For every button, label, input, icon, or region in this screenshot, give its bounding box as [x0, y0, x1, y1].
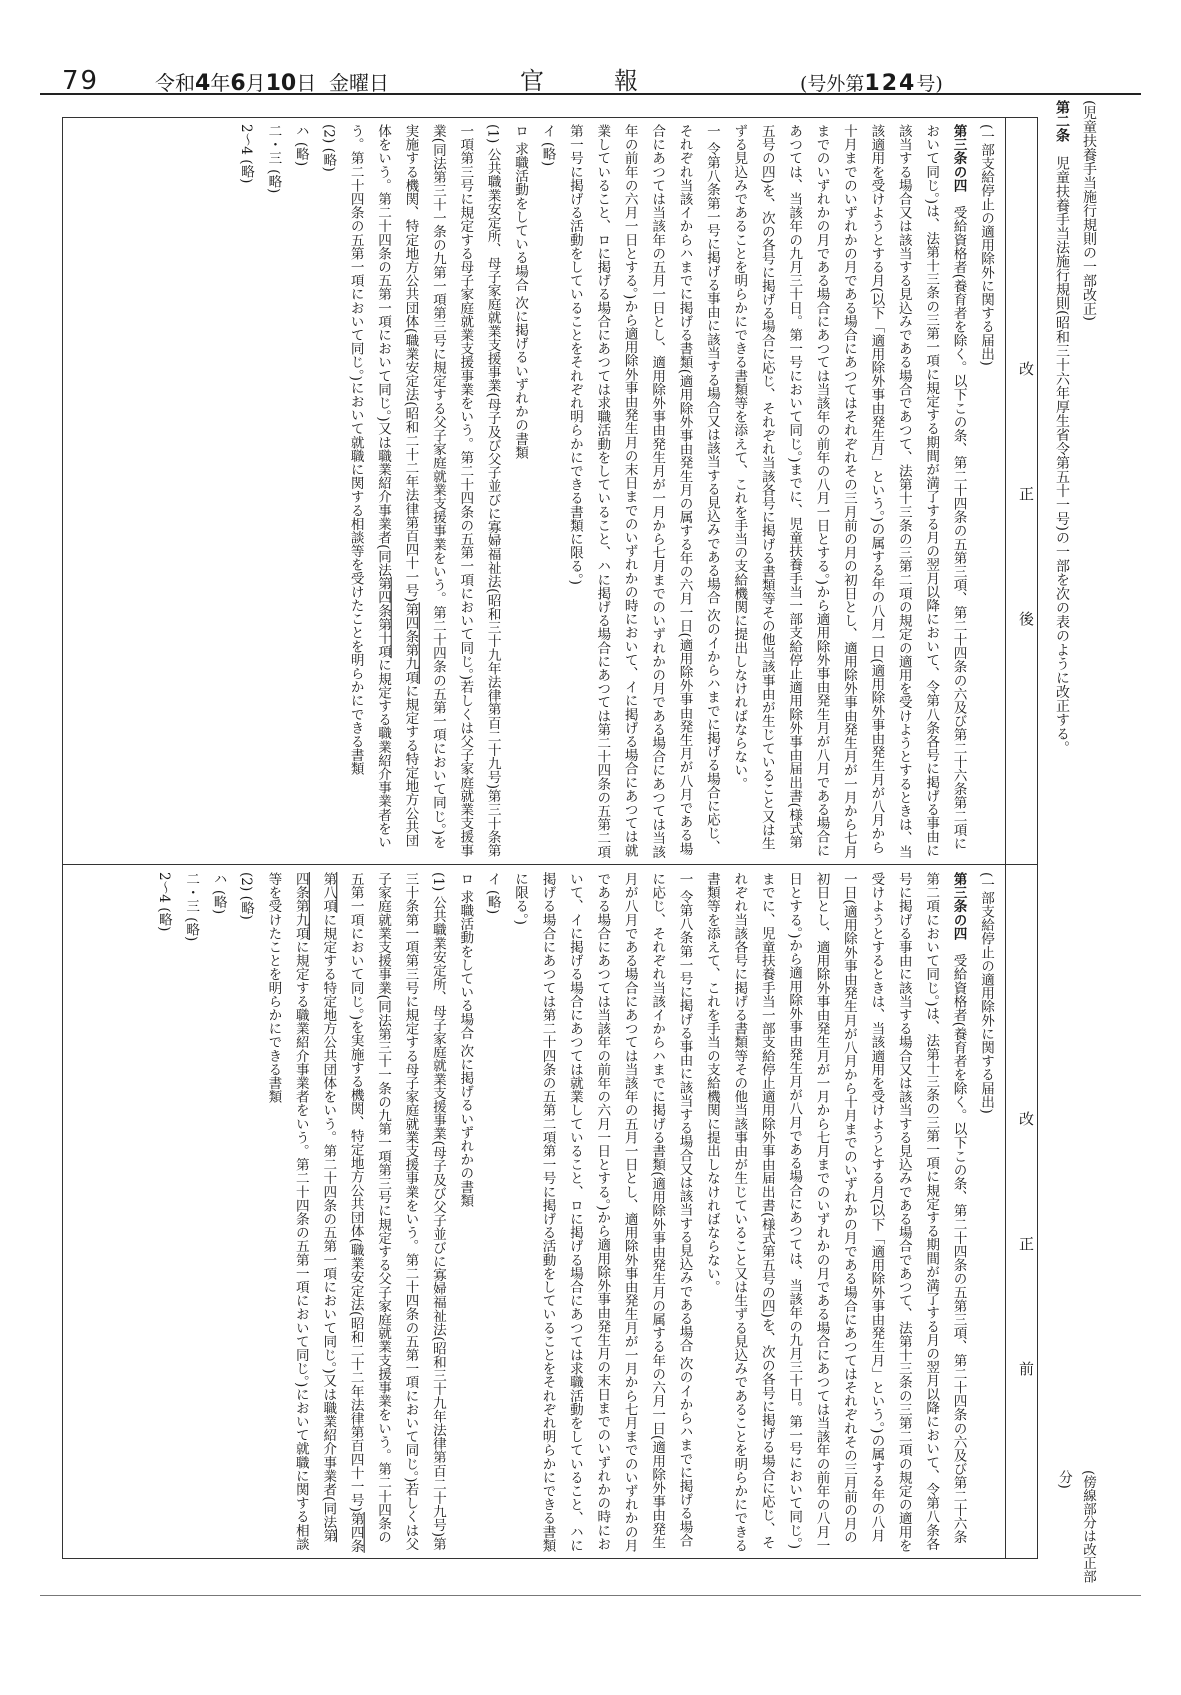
amendment-intro — [1048, 100, 1102, 860]
date-year: 4 — [195, 71, 211, 96]
comparison-table — [62, 117, 1038, 1559]
intro-heading: (児童扶養手当施行規則の一部改正) — [1081, 100, 1097, 321]
intro-article: 第二条 — [1054, 100, 1070, 142]
before-sub1: (1) 公共職業安定所、母子家庭就業支援事業(母子及び父子並びに寡婦福祉法(昭和三十九年法律第百二十九号)第三十条第一項第三号に規定する母子家庭就業支援事業をいう。第二十四条の五第一項において同じ。)若しくは父子家庭就業支援事業(同法第三十一条の九第一項第三号に規定する父子家庭就業支援事業をいう。第二十四条の五第一項において同じ。)を実施する機関、特定地方公共団体(職業安定法(昭和二十二年法律第百四十一号) — [347, 872, 446, 1551]
issue-suffix: 号) — [916, 73, 943, 95]
table-row-divider — [63, 864, 1037, 865]
after-item-24: 2〜4 (略) — [238, 124, 255, 184]
before-item-24: 2〜4 (略) — [155, 872, 172, 932]
after-sub1-rest: に規定する特定地方公共団体をいう。第二十四条の五第一項において同じ。)又は職業紹介事業者(同法 — [375, 124, 419, 848]
gazette-title: 官報 — [520, 67, 708, 95]
after-para1: 受給資格者(養育者を除く。以下この条、第二十四条の五第三項、第二十四条の六及び第二十六条第二項において同じ。)は、法第十三条の三第一項に規定する期間が満了する月の翌月以降において、令第八条各号に掲げる事由に該当する場合又は該当する見込みである場合であつて、法第十三条の三第二項の規定の適用を受けようとするときは、当該適用を受けようとする月(以下「適用除外事由発生月」という。)の属する年の八月一日(適用除外事由発生月が八月から十月までのいずれかの月である場合にあつてはそれぞれその三月前の月の初日とし、適用除外事由発生月が一月から七月までのいずれかの月である場合にあつては当該年の前年の八月一日とする。)から適用除外事由発生月が八月である場合にあつては、当該年の九月三十日。第一号において同じ。)までに、児童扶養手当一部支給停止適用除外事由届出書(様式第五号の四)を、次の各号に掲げる場合に応じ、それぞれ当該各号に掲げる書類等その他当該事由が生じていること又は生ずる見込みであることを明らかにできる書類等を添えて、これを手当の支給機関に提出しなければならない。 — [731, 124, 967, 859]
after-item-i: イ (略) — [539, 124, 556, 167]
after-sub1: (1) 公共職業安定所、母子家庭就業支援事業(母子及び父子並びに寡婦福祉法(昭和三十九年法律第百二十九号)第三十条第一項第三号に規定する母子家庭就業支援事業をいう。第二十四条の五第一項において同じ。)若しくは父子家庭就業支援事業(同法第三十一条の九第一項第三号に規定する父子家庭就業支援事業をいう。第二十四条の五第一項において同じ。)を実施する機関、特定地方公共団体(職業安定法(昭和二十二年法律第百四十一号) — [402, 124, 501, 858]
column-header-after: 改正後 — [1017, 360, 1035, 736]
before-item-ha: ハ (略) — [210, 872, 227, 915]
date-prefix: 令和 — [155, 71, 195, 95]
before-article: 第三条の四 — [950, 872, 967, 940]
text-before-amendment — [69, 872, 999, 1554]
issue-prefix: (号外第 — [800, 73, 865, 95]
after-caption: (一部支給停止の適用除外に関する届出) — [978, 124, 994, 366]
after-sub1-end: に規定する職業紹介事業者をいう。第二十四条の五第一項において同じ。)において就職に関する相談等を受けたことを明らかにできる書類 — [347, 124, 392, 849]
before-sub1-rest: に規定する特定地方公共団体をいう。第二十四条の五第一項において同じ。)又は職業紹介事業者(同法 — [320, 912, 337, 1529]
after-sub1-changed2: 第四条第十項 — [375, 576, 392, 659]
month-suffix: 月 — [245, 71, 266, 95]
date-month: 6 — [230, 71, 246, 96]
before-sub1-changed2: 第四条第九項 — [292, 872, 337, 1543]
year-suffix: 年 — [210, 71, 231, 95]
before-sub1-end: に規定する職業紹介事業者をいう。第二十四条の五第一項において同じ。)において就職に関する相談等を受けたことを明らかにできる書類 — [265, 872, 309, 1551]
intro-text: 児童扶養手当法施行規則(昭和三十六年厚生省令第五十一号)の一部を次の表のように改正する。 — [1054, 156, 1070, 755]
before-sub1-changed: 第四条第八項 — [320, 872, 364, 1553]
before-item-23: 二・三 (略) — [183, 872, 200, 942]
issue-num: 124 — [864, 71, 917, 96]
column-header-before: 改正前 — [1017, 1110, 1035, 1486]
before-item1: 一 令第八条第一号に掲げる事由に該当する場合又は該当する見込みである場合 次のイからハまでに掲げる場合に応じ、それぞれ当該イからハまでに掲げる書類(適用除外事由発生月の属する年の六月一日(適用除外事由発生月が八月である場合にあつては当該年の五月一日とし、適用除外事由発生月が一月から七月までのいずれかの月である場合にあつては当該年の前年の六月一日とする。)から適用除外事由発生月の末日までのいずれかの時において、イに掲げる場合にあつては就業していること、ロに掲げる場合にあつては求職活動をしていること、ハに掲げる場合にあつては第二十四条の五第二項第一号に掲げる活動をしていることをそれぞれ明らかにできる書類に限る。) — [512, 872, 693, 1552]
after-item-ha: ハ (略) — [292, 124, 309, 167]
issue-date — [155, 67, 389, 96]
date-day: 10 — [265, 71, 297, 96]
after-sub1-changed: 第四条第九項 — [402, 602, 419, 684]
text-after-amendment — [69, 124, 999, 860]
page-number: 79 — [62, 66, 100, 96]
before-sub2: (2) (略) — [238, 872, 255, 920]
after-item1: 一 令第八条第一号に掲げる事由に該当する場合又は該当する見込みである場合 次のイからハまでに掲げる場合に応じ、それぞれ当該イからハまでに掲げる書類(適用除外事由発生月の属する年の六月一日(適用除外事由発生月が八月である場合にあつては当該年の五月一日とし、適用除外事由発生月が一月から七月までのいずれかの月である場合にあつては当該年の前年の六月一日とする。)から適用除外事由発生月の末日までのいずれかの時において、イに掲げる場合にあつては就業していること、ロに掲げる場合にあつては求職活動をしていること、ハに掲げる場合にあつては第二十四条の五第二項第一号に掲げる活動をしていることをそれぞれ明らかにできる書類に限る。) — [566, 124, 720, 859]
before-item-i: イ (略) — [484, 872, 501, 915]
before-para1: 受給資格者(養育者を除く。以下この条、第二十四条の五第三項、第二十四条の六及び第二十六条第二項において同じ。)は、法第十三条の三第一項に規定する期間が満了する月の翌月以降において、令第八条各号に掲げる事由に該当する場合又は該当する見込みである場合であつて、法第十三条の三第二項の規定の適用を受けようとするときは、当該適用を受けようとする月(以下「適用除外事由発生月」という。)の属する年の八月一日(適用除外事由発生月が八月から十月までのいずれかの月である場合にあつてはそれぞれその三月前の月の初日とし、適用除外事由発生月が一月から七月までのいずれかの月である場合にあつては当該年の前年の八月一日とする。)から適用除外事由発生月が八月である場合にあつては、当該年の九月三十日。第一号において同じ。)までに、児童扶養手当一部支給停止適用除外事由届出書(様式第五号の四)を、次の各号に掲げる場合に応じ、それぞれ当該各号に掲げる書類等その他当該事由が生じていること又は生ずる見込みであることを明らかにできる書類等を添えて、これを手当の支給機関に提出しなければならない。 — [703, 872, 967, 1552]
issue-number — [800, 69, 943, 96]
after-sub2: (2) (略) — [320, 124, 337, 172]
after-item-23: 二・三 (略) — [265, 124, 282, 194]
footer-rule — [40, 1595, 1141, 1596]
before-item-ro: ロ 求職活動をしている場合 次に掲げるいずれかの書類 — [457, 872, 474, 1208]
header-rule — [40, 93, 1141, 95]
after-article: 第三条の四 — [950, 124, 967, 192]
day-suffix: 日 — [296, 71, 317, 95]
weekday: 金曜日 — [328, 71, 389, 95]
before-caption: (一部支給停止の適用除外に関する届出) — [978, 872, 994, 1114]
table-col-divider — [1005, 118, 1006, 1558]
after-item-ro: ロ 求職活動をしている場合 次に掲げるいずれかの書類 — [512, 124, 529, 460]
underline-note: (傍線部分は改正部分) — [1056, 1470, 1096, 1584]
